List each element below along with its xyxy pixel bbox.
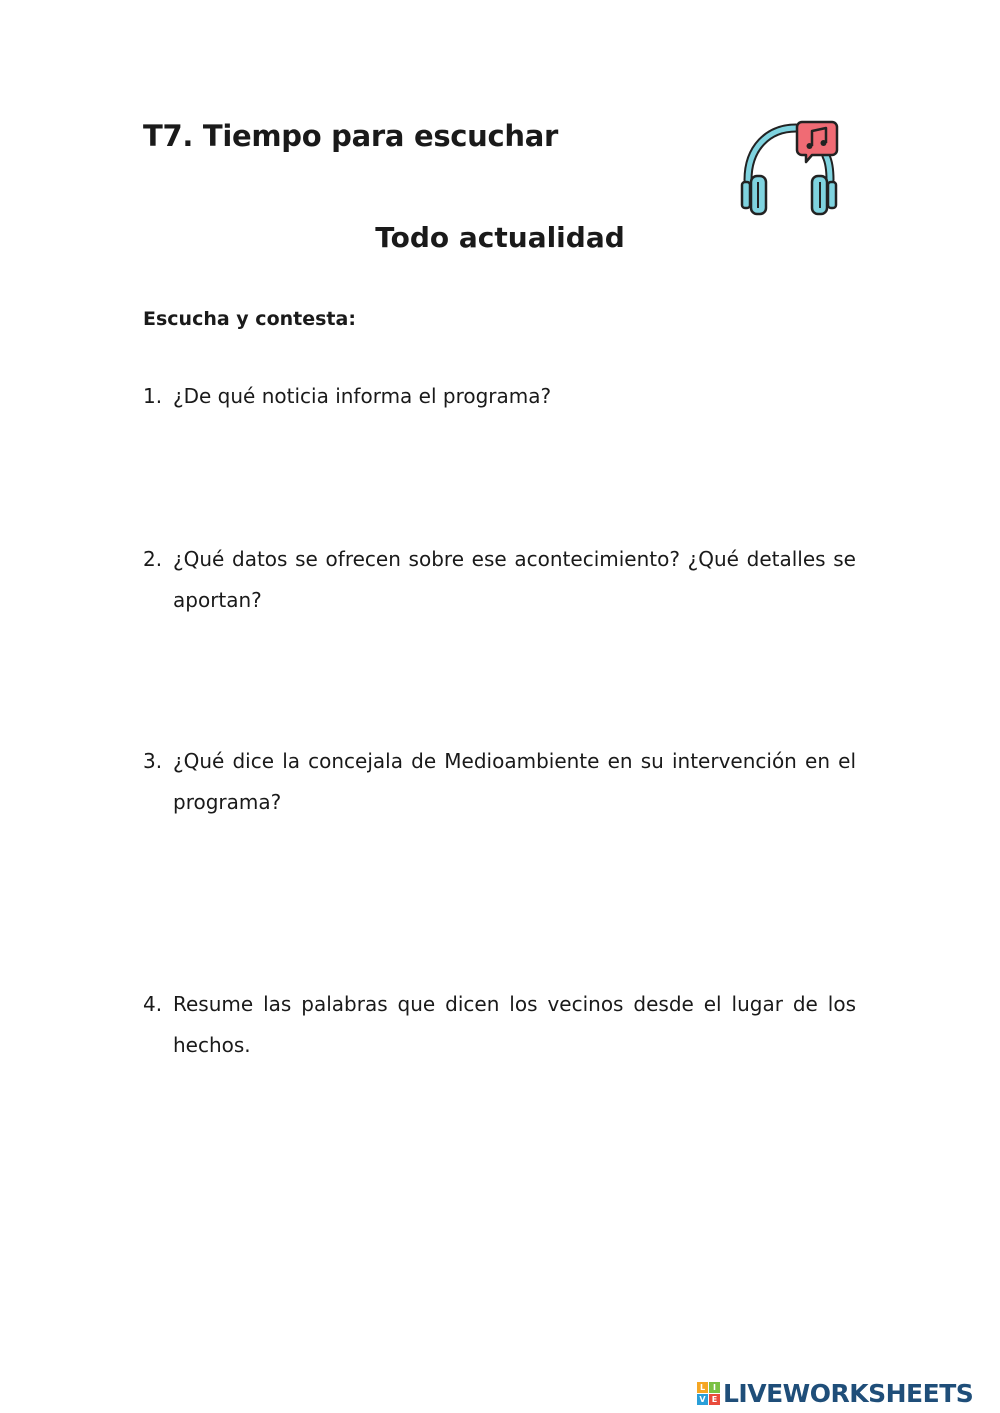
question-number: 2. (143, 547, 163, 571)
question-2 (143, 539, 856, 621)
logo-mark-icon (697, 1382, 720, 1405)
question-text: ¿Qué dice la concejala de Medioambiente en su intervención en el programa? (173, 749, 856, 814)
question-text: ¿De qué noticia informa el programa? (173, 384, 552, 408)
logo-text: LIVEWORKSHEETS (723, 1378, 974, 1408)
question-4 (143, 984, 856, 1066)
question-number: 1. (143, 384, 163, 408)
logo-mark-letter: I (709, 1382, 720, 1393)
liveworksheets-logo[interactable] (697, 1378, 973, 1408)
headphones-music-icon (738, 118, 840, 218)
subtitle: Todo actualidad (375, 221, 625, 254)
logo-mark-letter: L (697, 1382, 708, 1393)
instruction: Escucha y contesta: (143, 308, 356, 330)
question-1 (143, 376, 856, 417)
logo-mark-letter: V (697, 1394, 708, 1405)
logo-mark-letter: E (709, 1394, 720, 1405)
question-text: Resume las palabras que dicen los vecinos desde el lugar de los hechos. (173, 992, 856, 1057)
question-text: ¿Qué datos se ofrecen sobre ese acontecimiento? ¿Qué detalles se aportan? (173, 547, 856, 612)
question-number: 3. (143, 749, 163, 773)
question-3 (143, 741, 856, 823)
page-title: T7. Tiempo para escuchar (143, 119, 559, 153)
question-number: 4. (143, 992, 163, 1016)
